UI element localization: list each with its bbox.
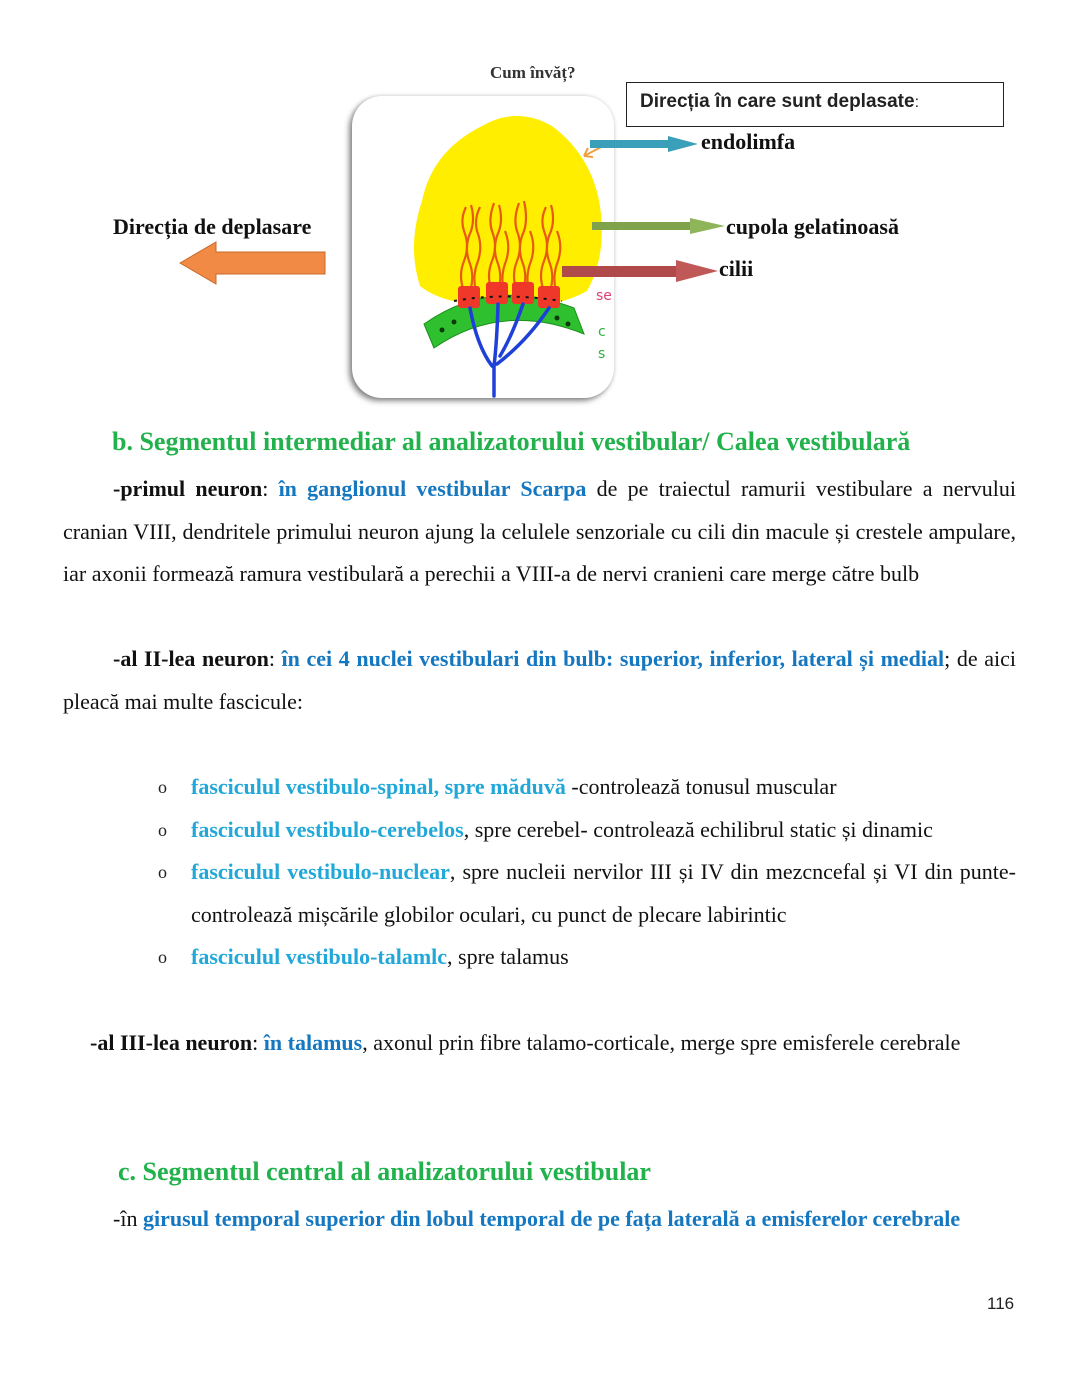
- bullet-circle-icon: o: [158, 947, 167, 968]
- list-item: o fasciculul vestibulo-cerebelos, spre cerebel- controlează echilibrul static și dinamic: [158, 809, 1016, 852]
- bullet-circle-icon: o: [158, 862, 167, 883]
- label-direction: Direcția de deplasare: [113, 214, 312, 239]
- page-number: 116: [987, 1294, 1015, 1313]
- section-c-heading: c. Segmentul central al analizatorului vestibular: [118, 1157, 651, 1186]
- bullet-circle-icon: o: [158, 819, 167, 840]
- svg-text:se: se: [596, 288, 612, 304]
- neuron-3-text: , axonul prin fibre talamo-corticale, merge spre emisferele cerebrale: [362, 1030, 961, 1055]
- central-segment-location: girusul temporal superior din lobul temporal de pe fața laterală a emisferelor cerebrale: [142, 1206, 961, 1231]
- neuron-2-label: -al II-lea neuron: [113, 646, 269, 671]
- direction-box: [626, 82, 1004, 127]
- neuron-3-label: -al III-lea neuron: [90, 1030, 253, 1055]
- svg-text:c: c: [598, 324, 606, 340]
- direction-box-colon: :: [914, 94, 920, 111]
- arrow-endolimfa-icon: [590, 134, 700, 154]
- arrow-direction-left-icon: [178, 240, 328, 286]
- figure-caption: Cum învăț?: [490, 63, 576, 82]
- fascicle-list: [158, 766, 1016, 979]
- neuron-1-location: în ganglionul vestibular Scarpa: [278, 476, 587, 501]
- neuron-2-location: în cei 4 nuclei vestibulari din bulb: superior, inferior, lateral și medial: [281, 646, 945, 671]
- label-endolimfa: endolimfa: [701, 129, 796, 154]
- neuron-1-text: de pe traiectul ramurii vestibulare a nervului cranian VIII, dendritele primului neuron ajung la celulele senzoriale cu cili din macule și crestele ampulare, iar axonii formează ramura vestibulară a perechii a VIII-a de nervi cranieni care merge către bulb: [63, 476, 1017, 587]
- section-b-heading: b. Segmentul intermediar al analizatorului vestibular/ Calea vestibulară: [112, 427, 911, 456]
- arrow-cilii-icon: [562, 260, 720, 284]
- central-segment-paragraph: -în girusul temporal superior din lobul temporal de pe fața laterală a emisferelor cerebrale: [113, 1206, 961, 1231]
- neuron-3-location: în talamus: [263, 1030, 363, 1055]
- neuron-2-paragraph: -al II-lea neuron: în cei 4 nuclei vestibulari din bulb: superior, inferior, lateral și medial; de aici pleacă mai multe fascicule:: [63, 646, 1016, 714]
- svg-text:s: s: [598, 346, 606, 362]
- direction-box-title: Direcția în care sunt deplasate: [640, 91, 915, 112]
- crista-ampullaris-illustration: [352, 96, 614, 398]
- neuron-2-text: ; de aici pleacă mai multe fascicule:: [63, 646, 1016, 714]
- list-item: o fasciculul vestibulo-nuclear, spre nucleii nervilor III și IV din mezcncefal și VI din punte- controlează mișcările globilor oculari, cu punct de plecare labirintic: [158, 851, 1016, 936]
- cupula-drawing-icon: [352, 96, 614, 398]
- label-cilii: cilii: [719, 256, 754, 281]
- arrow-cupola-icon: [592, 216, 727, 236]
- list-item: o fasciculul vestibulo-talamlc, spre talamus: [158, 936, 1016, 979]
- neuron-1-paragraph: -primul neuron: în ganglionul vestibular Scarpa de pe traiectul ramurii vestibulare a nervului cranian VIII, dendritele primului neuron ajung la celulele senzoriale cu cili din macule și crestele ampulare, iar axonii formează ramura vestibulară a perechii a VIII-a de nervi cranieni care merge către bulb: [63, 476, 1017, 587]
- bullet-circle-icon: o: [158, 777, 167, 797]
- label-cupola: cupola gelatinoasă: [726, 214, 899, 239]
- list-item: o fasciculul vestibulo-spinal, spre măduvă -controlează tonusul muscular: [158, 766, 1016, 809]
- neuron-1-label: -primul neuron: [113, 476, 263, 501]
- neuron-3-paragraph: -al III-lea neuron: în talamus, axonul prin fibre talamo-corticale, merge spre emisferele cerebrale: [90, 1030, 961, 1055]
